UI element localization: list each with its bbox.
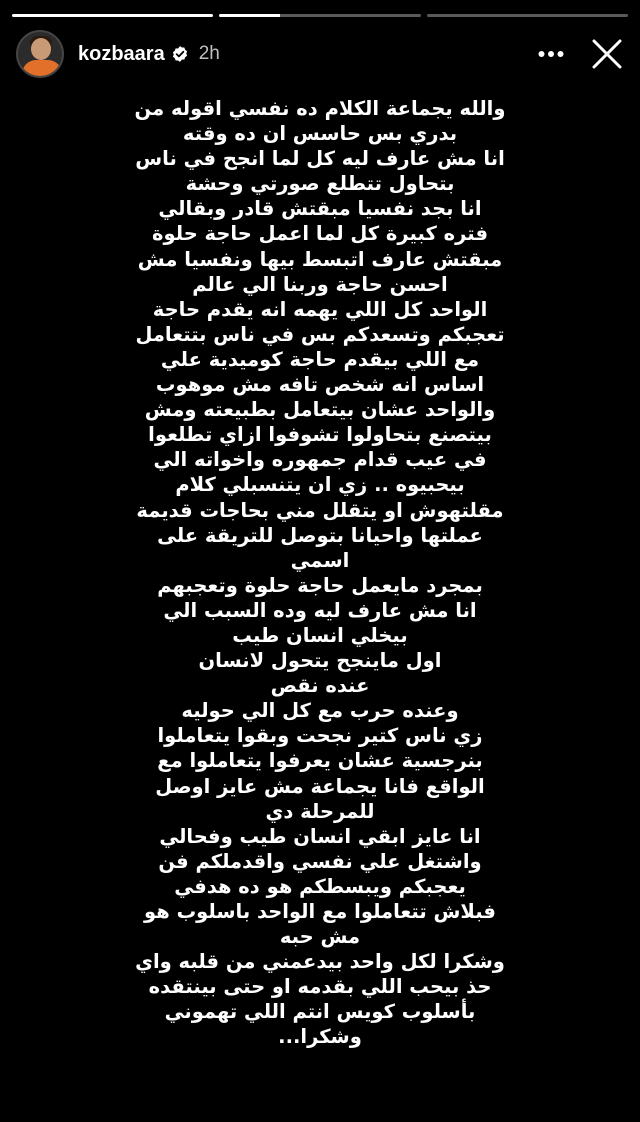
text-line: والواحد عشان بيتعامل بطبيعته ومش bbox=[144, 398, 496, 422]
progress-segment bbox=[12, 14, 213, 17]
text-line: وشكرا... bbox=[278, 1025, 362, 1049]
text-line: عنده نقص bbox=[270, 674, 370, 698]
text-line: عملتها واحيانا بتوصل للتريقة على bbox=[157, 523, 483, 547]
text-line: والله يجماعة الكلام ده نفسي اقوله من bbox=[134, 97, 506, 120]
text-line: مقلتهوش او يتقلل مني بحاجات قديمة bbox=[136, 498, 504, 522]
post-time: 2h bbox=[198, 43, 220, 64]
text-line: بمجرد مايعمل حاجة حلوة وتعجبهم bbox=[157, 573, 483, 597]
text-line: واشتغل علي نفسي واقدملكم فن bbox=[158, 849, 482, 873]
text-line: اساس انه شخص تافه مش موهوب bbox=[155, 373, 485, 397]
text-line: مش حبه bbox=[279, 925, 361, 949]
progress-fill bbox=[12, 14, 213, 17]
more-horizontal-icon bbox=[538, 50, 564, 58]
text-line: احسن حاجة وربنا الي عالم bbox=[192, 272, 448, 296]
more-options-button[interactable] bbox=[534, 37, 568, 71]
story-text bbox=[110, 96, 530, 1050]
text-line: انا بجد نفسيا مبقتش قادر وبقالي bbox=[158, 197, 482, 221]
text-line: الواحد كل اللي يهمه انه يقدم حاجة bbox=[152, 297, 488, 321]
text-line: فتره كبيرة كل لما اعمل حاجة حلوة bbox=[152, 222, 488, 246]
text-line: يعجبكم ويبسطكم هو ده هدفي bbox=[174, 874, 466, 898]
text-line: بنرجسية عشان يعرفوا يتعاملوا مع bbox=[157, 749, 483, 773]
username[interactable]: kozbaara bbox=[78, 42, 165, 65]
text-line: مع اللي بيقدم حاجة كوميدية علي bbox=[160, 347, 480, 371]
text-line: بأسلوب كويس انتم اللي تهموني bbox=[164, 1000, 476, 1024]
text-line: انا مش عارف ليه وده السبب الي bbox=[163, 598, 477, 622]
text-line: بدري بس حاسس ان ده وقته bbox=[182, 122, 458, 146]
avatar[interactable] bbox=[16, 30, 64, 78]
close-button[interactable] bbox=[590, 37, 624, 71]
text-line: زي ناس كتير نجحت وبقوا يتعاملوا bbox=[157, 724, 483, 748]
text-line: في عيب قدام جمهوره واخواته الي bbox=[153, 448, 487, 472]
progress-segment bbox=[219, 14, 420, 17]
text-line: تعجبكم وتسعدكم بس في ناس بتتعامل bbox=[135, 322, 505, 346]
text-line: حذ بيحب اللي بقدمه او حتى بينتقده bbox=[148, 975, 492, 999]
text-line: اسمي bbox=[290, 548, 350, 572]
text-line: مبقتش عارف اتبسط بيها ونفسيا مش bbox=[137, 247, 503, 271]
text-line: فبلاش تتعاملوا مع الواحد باسلوب هو bbox=[144, 900, 496, 923]
story-header bbox=[16, 30, 624, 78]
text-line: وعنده حرب مع كل الي حوليه bbox=[181, 699, 459, 723]
text-line: الواقع فانا يجماعة مش عايز اوصل bbox=[155, 774, 485, 798]
text-line: بيخلي انسان طيب bbox=[232, 623, 408, 647]
close-icon bbox=[592, 39, 622, 69]
text-line: وشكرا لكل واحد بيدعمني من قلبه واي bbox=[135, 950, 505, 974]
text-line: للمرحلة دي bbox=[265, 799, 375, 823]
text-line: انا مش عارف ليه كل لما انجح في ناس bbox=[135, 147, 505, 171]
text-line: اول ماينجح يتحول لانسان bbox=[198, 649, 442, 673]
text-line: بيحبيوه .. زي ان يتنسبلي كلام bbox=[175, 473, 465, 497]
story-progress-bar bbox=[12, 14, 628, 17]
text-line: انا عايز ابقي انسان طيب وفحالي bbox=[159, 824, 481, 848]
text-line: بيتصنع بتحاولوا تشوفوا ازاي تطلعوا bbox=[148, 423, 492, 447]
progress-segment bbox=[427, 14, 628, 17]
progress-fill bbox=[219, 14, 279, 17]
verified-badge-icon bbox=[171, 45, 189, 63]
text-line: بتحاول تتطلع صورتي وحشة bbox=[185, 172, 455, 196]
